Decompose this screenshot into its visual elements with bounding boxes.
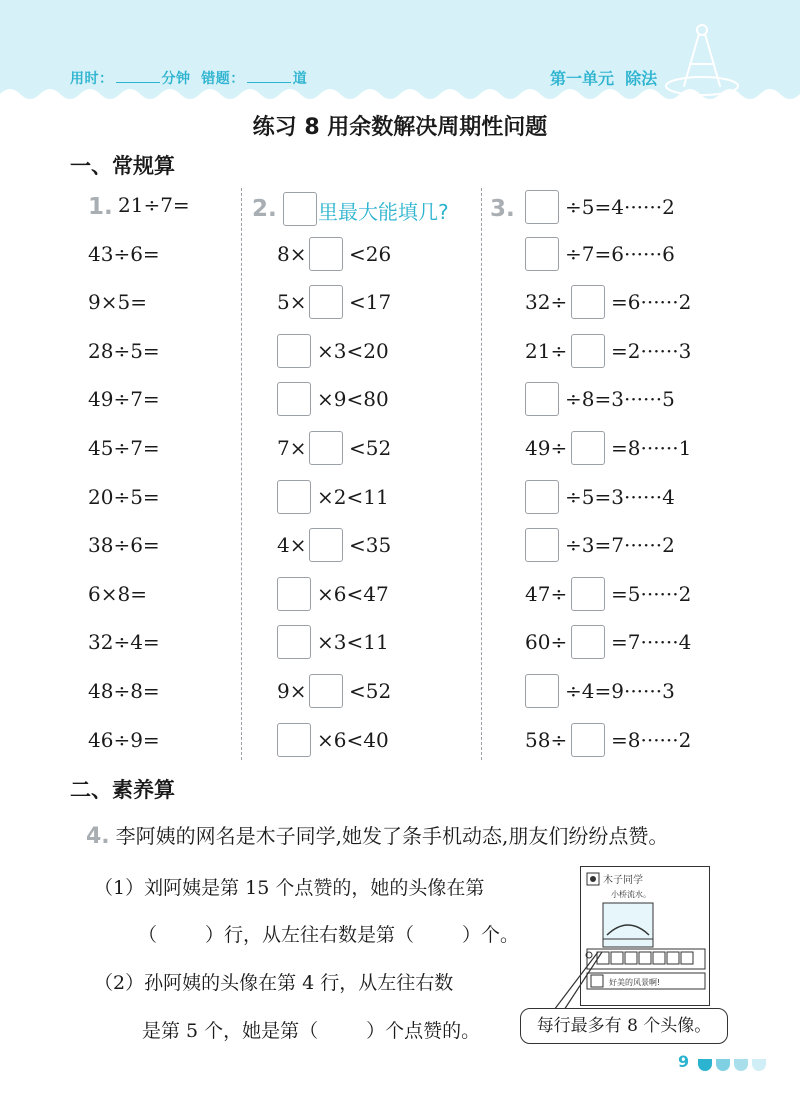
- question-2-instruction: 里最大能填几?: [318, 200, 449, 224]
- q3-prefix: 60÷: [525, 630, 568, 655]
- answer-box[interactable]: [525, 480, 559, 514]
- q1-expression: 9×5=: [88, 290, 147, 315]
- answer-box[interactable]: [571, 431, 605, 465]
- q3-suffix: =8······1: [611, 436, 692, 460]
- header-band: [0, 0, 800, 100]
- answer-box[interactable]: [571, 723, 605, 757]
- q2-suffix: <26: [349, 241, 392, 266]
- errors-label: 错题：: [201, 71, 245, 87]
- q2-row: [277, 285, 437, 319]
- errors-unit: 道: [292, 71, 308, 87]
- q3-suffix: ÷8=3······5: [565, 387, 675, 412]
- q3-suffix: ÷7=6······6: [565, 241, 675, 266]
- q3-row: [525, 625, 725, 659]
- paren-open: （: [138, 924, 158, 946]
- column-divider: [241, 188, 242, 760]
- time-error-record: [70, 68, 307, 88]
- q2-prefix: 9×: [277, 679, 307, 703]
- callout-note: 每行最多有 8 个头像。: [520, 1008, 728, 1044]
- question-number-3: 3.: [490, 196, 515, 222]
- q3-suffix: =8······2: [611, 727, 692, 752]
- answer-box[interactable]: [525, 528, 559, 562]
- q3-row: [525, 382, 725, 416]
- callout-pointer: [540, 950, 610, 1012]
- answer-box[interactable]: [277, 480, 311, 514]
- q1-expression: 49÷7=: [88, 387, 160, 412]
- q1-expression: 20÷5=: [88, 484, 160, 509]
- q3-suffix: =2······3: [611, 338, 692, 363]
- question-4-stem: [86, 820, 668, 849]
- answer-box[interactable]: [277, 382, 311, 416]
- question-4-text: 李阿姨的网名是木子同学,她发了条手机动态,朋友们纷纷点赞。: [115, 824, 669, 848]
- answer-box[interactable]: [277, 334, 311, 368]
- q2-prefix: 4×: [277, 533, 307, 558]
- time-unit: 分钟: [161, 71, 191, 87]
- answer-box[interactable]: [525, 674, 559, 708]
- answer-box[interactable]: [525, 237, 559, 271]
- time-label: 用时：: [70, 71, 114, 87]
- decor-dot: [734, 1059, 748, 1071]
- q2-suffix: ×3<20: [317, 338, 389, 363]
- phone-user-name: 木子同学: [603, 875, 643, 886]
- q3-prefix: 47÷: [525, 581, 568, 606]
- q2-row: [277, 674, 437, 708]
- q3-suffix: =5······2: [611, 581, 692, 606]
- q3-row: [525, 334, 725, 368]
- decor-dot: [752, 1059, 766, 1071]
- column-divider: [481, 188, 482, 760]
- q2-row: [277, 723, 437, 757]
- answer-box[interactable]: [571, 285, 605, 319]
- page-number: 9: [678, 1052, 690, 1071]
- phone-post-text: 小桥流水。: [611, 890, 651, 899]
- q3-row: [525, 577, 725, 611]
- q1-expression: 6×8=: [88, 581, 147, 606]
- answer-box[interactable]: [309, 285, 343, 319]
- question-number-4: 4.: [86, 824, 110, 849]
- q1-expression: 43÷6=: [88, 241, 160, 266]
- q2-row: [277, 334, 437, 368]
- q2-prefix: 7×: [277, 436, 307, 460]
- instruction-box-icon: [283, 192, 317, 226]
- compass-icon: [662, 20, 742, 98]
- errors-blank[interactable]: [247, 71, 291, 83]
- q1-expression: 45÷7=: [88, 436, 160, 460]
- q1-expression: 32÷4=: [88, 630, 160, 655]
- q4-part1-end: ）个。: [462, 924, 520, 946]
- q2-row: [277, 237, 437, 271]
- q2-row: [277, 480, 437, 514]
- q3-prefix: 32÷: [525, 290, 568, 315]
- q2-row: [277, 577, 437, 611]
- q4-part1-mid: ）行，从左往右数是第（: [205, 924, 415, 946]
- q3-suffix: ÷5=3······4: [565, 484, 675, 509]
- q2-prefix: 5×: [277, 290, 307, 315]
- question-number-1: 1.: [88, 194, 113, 220]
- answer-box[interactable]: [571, 577, 605, 611]
- question-number-2: 2.: [252, 196, 277, 222]
- q4-part2-line2: [142, 1016, 480, 1043]
- q2-suffix: ×3<11: [317, 630, 389, 655]
- q2-suffix: ×9<80: [317, 387, 389, 412]
- avatar-row: [597, 952, 693, 964]
- q3-row: [525, 237, 725, 271]
- q2-row: [277, 382, 437, 416]
- q3-row: [525, 528, 725, 562]
- q3-suffix: =6······2: [611, 290, 692, 315]
- q4-part1-line2: [138, 920, 519, 947]
- q3-row: [525, 674, 725, 708]
- section-title-regular: 一、常规算: [70, 154, 175, 178]
- time-blank[interactable]: [116, 71, 160, 83]
- q3-row: [525, 285, 725, 319]
- q1-expression: 48÷8=: [88, 679, 160, 703]
- q3-row: [525, 190, 725, 224]
- unit-name: 第一单元: [550, 69, 615, 88]
- answer-box[interactable]: [309, 674, 343, 708]
- q1-expression: 21÷7=: [118, 193, 190, 217]
- unit-topic: 除法: [625, 69, 658, 88]
- q3-row: [525, 480, 725, 514]
- phone-comment: 好美的风景啊!: [609, 978, 661, 987]
- answer-box[interactable]: [277, 625, 311, 659]
- section-title-literacy: 二、素养算: [70, 778, 175, 802]
- q4-part2-end: ）个点赞的。: [366, 1020, 481, 1042]
- answer-box[interactable]: [277, 577, 311, 611]
- q1-expression: 28÷5=: [88, 338, 160, 363]
- q2-suffix: <17: [349, 290, 392, 315]
- q2-row: [277, 625, 437, 659]
- q3-row: [525, 723, 725, 757]
- page-title: 练习 8 用余数解决周期性问题: [252, 115, 548, 140]
- answer-box[interactable]: [309, 237, 343, 271]
- q2-suffix: <52: [349, 679, 392, 703]
- q3-prefix: 58÷: [525, 727, 568, 752]
- answer-box[interactable]: [309, 528, 343, 562]
- q4-part1-line1: （1）刘阿姨是第 15 个点赞的，她的头像在第: [94, 877, 485, 899]
- answer-box[interactable]: [571, 334, 605, 368]
- answer-box[interactable]: [525, 190, 559, 224]
- q2-suffix: <35: [349, 533, 392, 558]
- q3-suffix: ÷5=4······2: [565, 195, 675, 219]
- unit-label: [550, 66, 657, 89]
- q4-part2-line1: （2）孙阿姨的头像在第 4 行，从左往右数: [94, 972, 454, 994]
- q2-row: [277, 528, 437, 562]
- answer-box[interactable]: [309, 431, 343, 465]
- q3-row: [525, 431, 725, 465]
- answer-box[interactable]: [525, 382, 559, 416]
- page-decoration-dots: [698, 1056, 770, 1075]
- q3-prefix: 21÷: [525, 338, 568, 363]
- q3-suffix: ÷3=7······2: [565, 533, 675, 558]
- answer-box[interactable]: [277, 723, 311, 757]
- q3-suffix: ÷4=9······3: [565, 679, 675, 703]
- q2-suffix: <52: [349, 436, 392, 460]
- q2-prefix: 8×: [277, 241, 307, 266]
- q2-row: [277, 431, 437, 465]
- q2-suffix: ×6<40: [317, 727, 389, 752]
- answer-box[interactable]: [571, 625, 605, 659]
- decor-dot: [716, 1059, 730, 1071]
- q1-expression: 46÷9=: [88, 727, 160, 752]
- q2-suffix: ×2<11: [317, 484, 389, 509]
- q1-expression: 38÷6=: [88, 533, 160, 558]
- q3-suffix: =7······4: [611, 630, 692, 655]
- decor-dot: [698, 1059, 712, 1071]
- q3-prefix: 49÷: [525, 436, 568, 460]
- q2-suffix: ×6<47: [317, 581, 389, 606]
- q4-part2-start: 是第 5 个，她是第（: [142, 1020, 319, 1042]
